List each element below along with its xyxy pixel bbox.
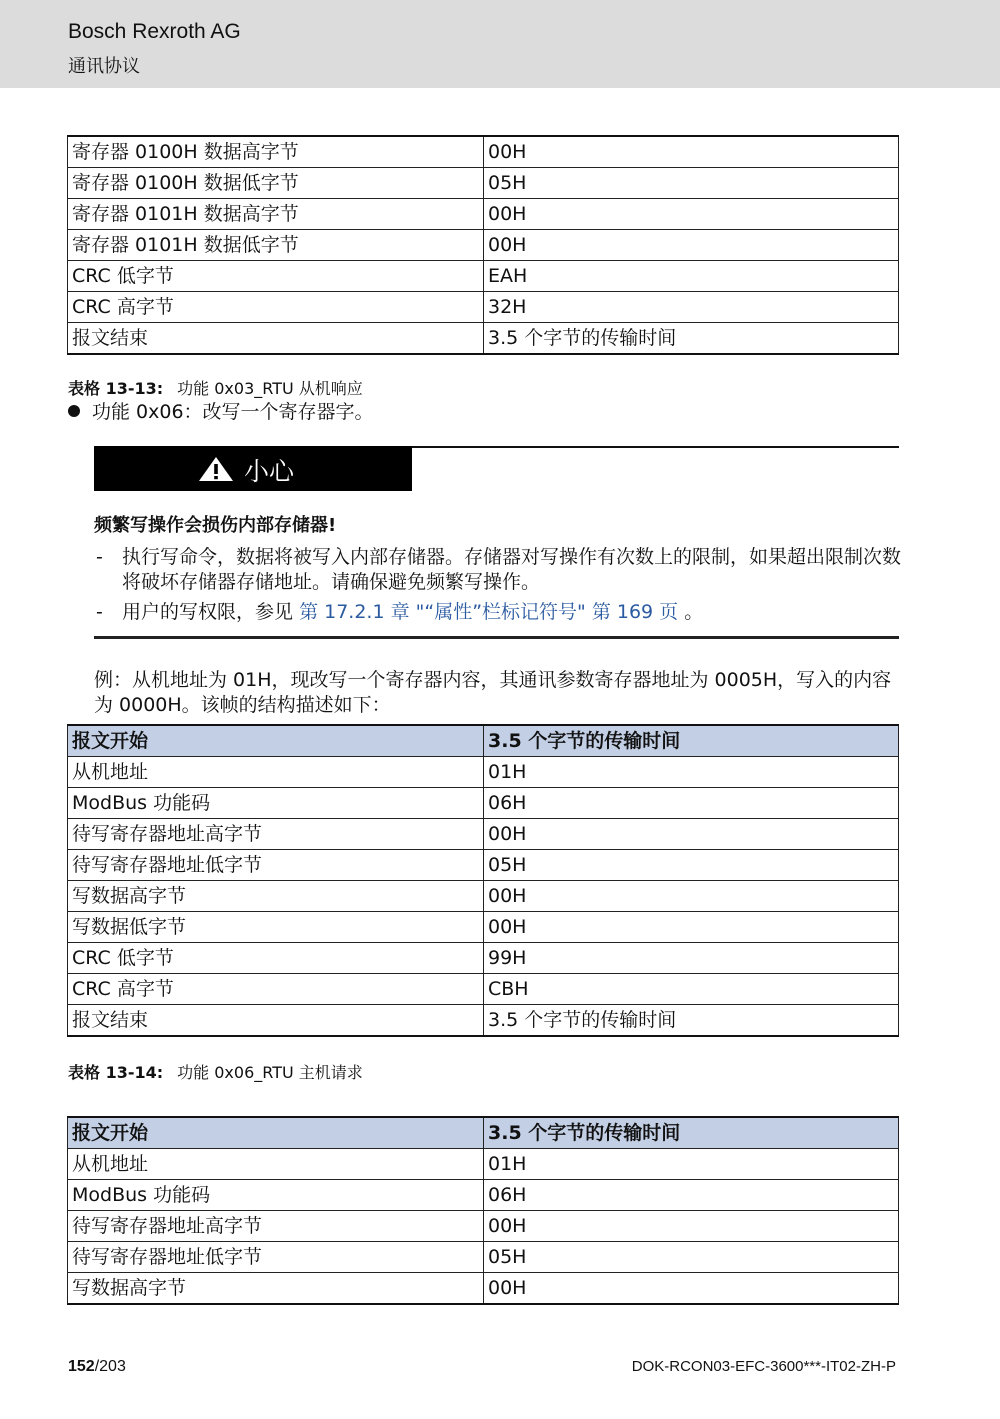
- table-cell: 寄存器 0100H 数据高字节: [68, 136, 484, 168]
- table-cell: 00H: [484, 199, 899, 230]
- table-row: [68, 943, 899, 974]
- table-row: [68, 819, 899, 850]
- table-row: [68, 1273, 899, 1305]
- table-cell: 05H: [484, 1242, 899, 1273]
- table-header-cell: 3.5 个字节的传输时间: [484, 1117, 899, 1149]
- table-cell: 报文结束: [68, 323, 484, 355]
- table-cell: ModBus 功能码: [68, 788, 484, 819]
- table-caption: [68, 376, 363, 399]
- table-cell: 01H: [484, 1149, 899, 1180]
- caution-item: [94, 545, 904, 595]
- table-cell: CBH: [484, 974, 899, 1005]
- example-paragraph: 例：从机地址为 01H，现改写一个寄存器内容，其通讯参数寄存器地址为 0005H，写入的内容为 0000H。该帧的结构描述如下：: [94, 669, 892, 716]
- caution-item-suffix: 。: [684, 601, 704, 623]
- caution-title: 频繁写操作会损伤内部存储器!: [94, 515, 337, 536]
- table-row: [68, 881, 899, 912]
- table-cell: 00H: [484, 1273, 899, 1305]
- table-row: [68, 757, 899, 788]
- table-cell: 寄存器 0101H 数据高字节: [68, 199, 484, 230]
- request-table: [67, 724, 899, 1037]
- table-cell: 32H: [484, 292, 899, 323]
- total-pages: /203: [94, 1358, 126, 1375]
- dash-marker: -: [96, 546, 103, 568]
- table-cell: 待写寄存器地址高字节: [68, 819, 484, 850]
- table-cell: 待写寄存器地址低字节: [68, 850, 484, 881]
- caption-label: 表格 13-14:: [68, 1063, 164, 1082]
- table-cell: CRC 高字节: [68, 974, 484, 1005]
- caution-item-text: [94, 600, 904, 625]
- caption-text: 功能 0x03_RTU 从机响应: [177, 379, 363, 398]
- table-cell: 06H: [484, 1180, 899, 1211]
- caption-text: 功能 0x06_RTU 主机请求: [177, 1063, 363, 1082]
- table-row: [68, 1242, 899, 1273]
- table-row: [68, 1005, 899, 1037]
- table-cell: 3.5 个字节的传输时间: [484, 323, 899, 355]
- table-row: [68, 1211, 899, 1242]
- table-cell: 3.5 个字节的传输时间: [484, 1005, 899, 1037]
- caution-item-prefix: 用户的写权限，参见: [122, 601, 294, 623]
- bullet-icon: [68, 405, 80, 417]
- table-cell: 00H: [484, 230, 899, 261]
- table-caption: [68, 1060, 363, 1083]
- caution-rule-top: [412, 446, 899, 448]
- warning-triangle-icon: [198, 456, 234, 482]
- table-cell: 待写寄存器地址低字节: [68, 1242, 484, 1273]
- table-row: [68, 323, 899, 355]
- table-cell: 从机地址: [68, 1149, 484, 1180]
- table-cell: 05H: [484, 850, 899, 881]
- table-cell: 写数据低字节: [68, 912, 484, 943]
- table-cell: 00H: [484, 881, 899, 912]
- table-cell: 99H: [484, 943, 899, 974]
- table-row: [68, 912, 899, 943]
- cross-reference-link[interactable]: 第 17.2.1 章 "“属性”栏标记符号" 第 169 页: [299, 601, 679, 623]
- table-row: [68, 850, 899, 881]
- table-cell: 从机地址: [68, 757, 484, 788]
- company-name: Bosch Rexroth AG: [68, 20, 241, 43]
- table-cell: 寄存器 0100H 数据低字节: [68, 168, 484, 199]
- table-cell: 写数据高字节: [68, 1273, 484, 1305]
- request-table-continued: [67, 1116, 899, 1305]
- table-cell: ModBus 功能码: [68, 1180, 484, 1211]
- table-header-row: [68, 1117, 899, 1149]
- table-cell: 报文结束: [68, 1005, 484, 1037]
- table-cell: 00H: [484, 1211, 899, 1242]
- dash-marker: -: [96, 601, 103, 623]
- caution-rule-bottom: [94, 636, 899, 639]
- table-row: [68, 168, 899, 199]
- caution-label: 小心: [244, 457, 295, 486]
- table-header-cell: 报文开始: [68, 1117, 484, 1149]
- bullet-item: [68, 397, 374, 424]
- table-row: [68, 788, 899, 819]
- section-subtitle: 通讯协议: [68, 56, 140, 77]
- document-id: DOK-RCON03-EFC-3600***-IT02-ZH-P: [631, 1358, 896, 1375]
- caution-banner: [94, 446, 412, 491]
- table-row: [68, 230, 899, 261]
- table-row: [68, 1149, 899, 1180]
- bullet-text: 功能 0x06：改写一个寄存器字。: [92, 401, 374, 423]
- table-cell: 待写寄存器地址高字节: [68, 1211, 484, 1242]
- table-row: [68, 199, 899, 230]
- table-cell: CRC 高字节: [68, 292, 484, 323]
- table-cell: 06H: [484, 788, 899, 819]
- page-number: [68, 1358, 126, 1376]
- table-cell: 写数据高字节: [68, 881, 484, 912]
- response-table: [67, 135, 899, 355]
- table-header-cell: 报文开始: [68, 725, 484, 757]
- table-cell: CRC 低字节: [68, 943, 484, 974]
- caution-item-text: 执行写命令，数据将被写入内部存储器。存储器对写操作有次数上的限制，如果超出限制次数将破坏存储器存储地址。请确保避免频繁写操作。: [122, 546, 902, 593]
- table-row: [68, 292, 899, 323]
- table-cell: 00H: [484, 819, 899, 850]
- table-header-row: [68, 725, 899, 757]
- table-row: [68, 1180, 899, 1211]
- page-header: [0, 0, 1000, 88]
- table-cell: 寄存器 0101H 数据低字节: [68, 230, 484, 261]
- table-cell: 05H: [484, 168, 899, 199]
- table-cell: EAH: [484, 261, 899, 292]
- table-row: [68, 974, 899, 1005]
- caption-label: 表格 13-13:: [68, 379, 164, 398]
- current-page: 152: [68, 1358, 95, 1375]
- table-cell: 00H: [484, 912, 899, 943]
- table-row: [68, 136, 899, 168]
- caution-item: [94, 600, 904, 625]
- table-header-cell: 3.5 个字节的传输时间: [484, 725, 899, 757]
- table-cell: 00H: [484, 136, 899, 168]
- table-cell: CRC 低字节: [68, 261, 484, 292]
- table-row: [68, 261, 899, 292]
- table-cell: 01H: [484, 757, 899, 788]
